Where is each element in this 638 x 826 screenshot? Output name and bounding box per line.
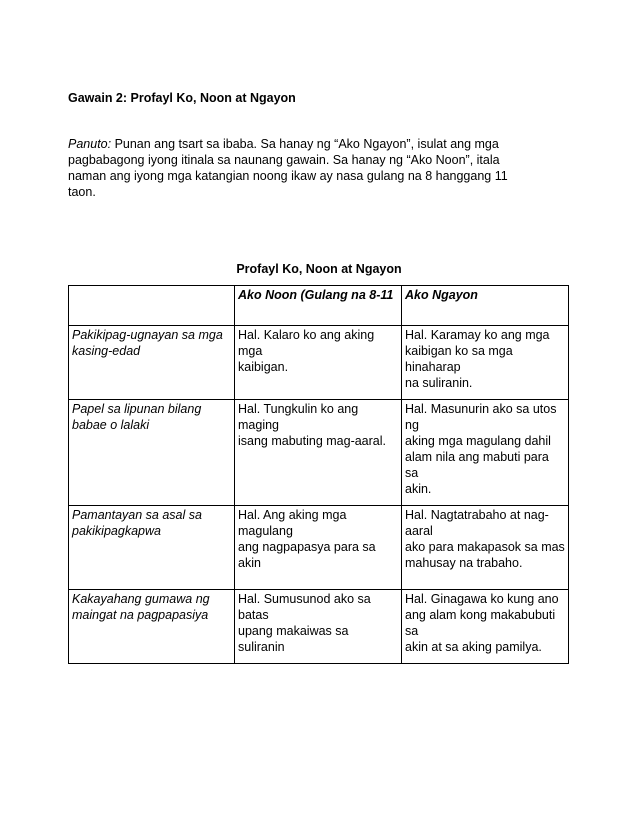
instructions-text: Punan ang tsart sa ibaba. Sa hanay ng “Ako Ngayon”, isulat ang mga pagbabagong iyong itinala sa naunang gawain. Sa hanay ng “Ako Noon”, itala naman ang iyong mga katangian noong ikaw ay nasa gulang na 8 hanggang 11 taon. bbox=[68, 137, 508, 199]
cell-text-line: Hal. Sumusunod ako sa batas bbox=[238, 592, 371, 622]
cell-text-line: ang nagpapasya para sa akin bbox=[238, 540, 376, 570]
cell-ako-noon bbox=[235, 590, 402, 664]
row-label: Kakayahang gumawa ng maingat na pagpapasiya bbox=[69, 590, 235, 664]
row-label: Pakikipag-ugnayan sa mga kasing-edad bbox=[69, 326, 235, 400]
cell-text-line: Hal. Karamay ko ang mga kaibigan ko sa mga hinaharap bbox=[405, 328, 550, 374]
profile-table bbox=[68, 285, 569, 664]
row-label: Pamantayan sa asal sa pakikipagkapwa bbox=[69, 506, 235, 590]
activity-title: Gawain 2: Profayl Ko, Noon at Ngayon bbox=[68, 91, 296, 105]
table-row bbox=[69, 326, 569, 400]
cell-text-line: isang mabuting mag-aaral. bbox=[238, 434, 386, 448]
cell-text-line: Hal. Masunurin ako sa utos ng bbox=[405, 402, 557, 432]
cell-text-line: na suliranin. bbox=[405, 376, 473, 390]
table-row bbox=[69, 400, 569, 506]
cell-text-line: akin at sa aking pamilya. bbox=[405, 640, 542, 654]
cell-text-line: Hal. Tungkulin ko ang maging bbox=[238, 402, 359, 432]
header-cell-ako-ngayon: Ako Ngayon bbox=[402, 286, 569, 326]
header-cell-ako-noon: Ako Noon (Gulang na 8-11 bbox=[235, 286, 402, 326]
cell-text-line: kaibigan. bbox=[238, 360, 289, 374]
cell-text-line: Hal. Nagtatrabaho at nag-aaral bbox=[405, 508, 549, 538]
cell-ako-ngayon bbox=[402, 590, 569, 664]
row-label: Papel sa lipunan bilang babae o lalaki bbox=[69, 400, 235, 506]
instructions bbox=[68, 136, 518, 200]
cell-text-line: ako para makapasok sa mas bbox=[405, 540, 565, 554]
table-row bbox=[69, 506, 569, 590]
cell-ako-noon bbox=[235, 400, 402, 506]
cell-ako-ngayon bbox=[402, 506, 569, 590]
cell-text-line: Hal. Ang aking mga magulang bbox=[238, 508, 347, 538]
cell-text-line: akin. bbox=[405, 482, 432, 496]
cell-text-line: mahusay na trabaho. bbox=[405, 556, 523, 570]
table-title: Profayl Ko, Noon at Ngayon bbox=[236, 262, 402, 276]
header-cell-empty bbox=[69, 286, 235, 326]
cell-ako-noon bbox=[235, 326, 402, 400]
instructions-label: Panuto: bbox=[68, 137, 112, 151]
cell-text-line: Hal. Kalaro ko ang aking mga bbox=[238, 328, 375, 358]
table-header-row bbox=[69, 286, 569, 326]
cell-text-line: aking mga magulang dahil alam nila ang mabuti para sa bbox=[405, 434, 551, 480]
cell-text-line: upang makaiwas sa suliranin bbox=[238, 624, 349, 654]
cell-ako-ngayon bbox=[402, 326, 569, 400]
cell-ako-ngayon bbox=[402, 400, 569, 506]
cell-ako-noon bbox=[235, 506, 402, 590]
table-row bbox=[69, 590, 569, 664]
cell-text-line: Hal. Ginagawa ko kung ano ang alam kong makabubuti sa bbox=[405, 592, 559, 638]
